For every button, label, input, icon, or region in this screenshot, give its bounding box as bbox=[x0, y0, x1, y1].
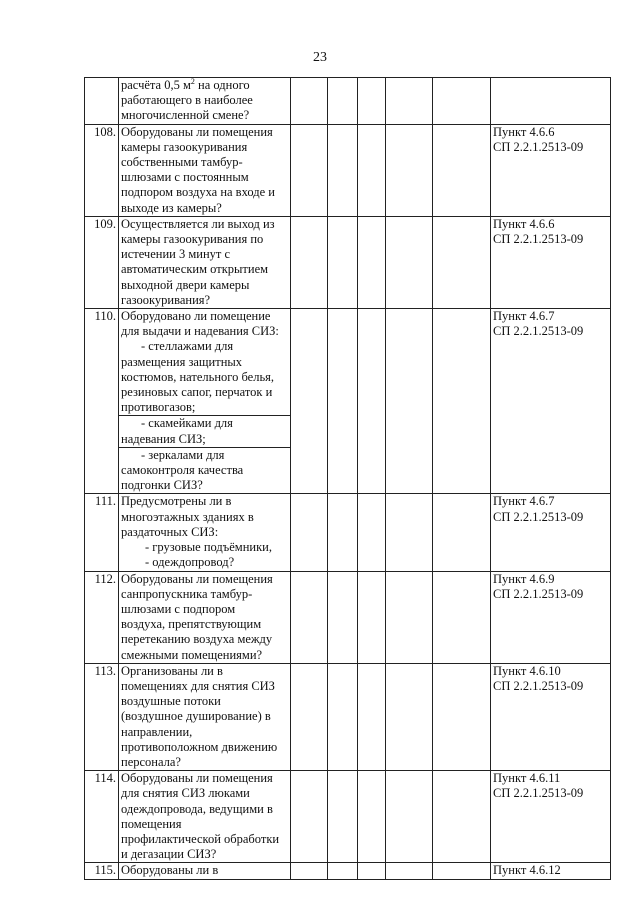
answer-cell bbox=[433, 663, 491, 770]
table-row bbox=[85, 494, 611, 571]
page-number: 23 bbox=[313, 50, 327, 65]
answer-cell bbox=[358, 78, 386, 125]
answer-cell bbox=[386, 571, 433, 663]
answer-cell bbox=[386, 124, 433, 216]
answer-cell bbox=[386, 309, 433, 494]
answer-cell bbox=[328, 216, 358, 308]
answer-cell bbox=[328, 124, 358, 216]
answer-cell bbox=[386, 771, 433, 863]
answer-cell bbox=[291, 309, 328, 494]
table-row bbox=[85, 863, 611, 879]
table-row bbox=[85, 309, 611, 416]
question-cell: - скамейками для надевания СИЗ; bbox=[119, 416, 291, 447]
question-cell: Осуществляется ли выход из камеры газоокуривания по истечении 3 минут с автоматическим открытием выходной двери камеры газоокуривания? bbox=[119, 216, 291, 308]
question-cell: Организованы ли в помещениях для снятия СИЗ воздушные потоки (воздушное душирование) в направлении, противоположном движению персонала? bbox=[119, 663, 291, 770]
reference-cell: Пункт 4.6.7 СП 2.2.1.2513-09 bbox=[491, 309, 611, 494]
reference-cell: Пункт 4.6.10 СП 2.2.1.2513-09 bbox=[491, 663, 611, 770]
row-number: 115. bbox=[85, 863, 119, 879]
answer-cell bbox=[328, 571, 358, 663]
answer-cell bbox=[291, 216, 328, 308]
answer-cell bbox=[328, 771, 358, 863]
row-number: 108. bbox=[85, 124, 119, 216]
row-number: 113. bbox=[85, 663, 119, 770]
answer-cell bbox=[328, 309, 358, 494]
answer-cell bbox=[433, 309, 491, 494]
answer-cell bbox=[386, 863, 433, 879]
question-cell: Оборудованы ли помещения санпропускника тамбур- шлюзами с подпором воздуха, препятствующим перетеканию воздуха между смежными помещениями? bbox=[119, 571, 291, 663]
answer-cell bbox=[358, 216, 386, 308]
answer-cell bbox=[358, 571, 386, 663]
reference-cell: Пункт 4.6.7 СП 2.2.1.2513-09 bbox=[491, 494, 611, 571]
reference-cell: Пункт 4.6.6 СП 2.2.1.2513-09 bbox=[491, 216, 611, 308]
row-number: 110. bbox=[85, 309, 119, 494]
answer-cell bbox=[433, 216, 491, 308]
row-number: 109. bbox=[85, 216, 119, 308]
answer-cell bbox=[386, 78, 433, 125]
answer-cell bbox=[328, 78, 358, 125]
question-cell: Оборудованы ли помещения для снятия СИЗ люками одеждопровода, ведущими в помещения профилактической обработки и дегазации СИЗ? bbox=[119, 771, 291, 863]
answer-cell bbox=[433, 771, 491, 863]
row-number-cell bbox=[85, 78, 119, 125]
question-cell: Оборудованы ли в bbox=[119, 863, 291, 879]
answer-cell bbox=[433, 863, 491, 879]
answer-cell bbox=[291, 124, 328, 216]
answer-cell bbox=[358, 124, 386, 216]
table-row bbox=[85, 663, 611, 770]
answer-cell bbox=[328, 863, 358, 879]
answer-cell bbox=[291, 863, 328, 879]
row-number: 112. bbox=[85, 571, 119, 663]
answer-cell bbox=[386, 494, 433, 571]
question-cell: Оборудованы ли помещения камеры газоокуривания собственными тамбур- шлюзами с постоянным подпором воздуха на входе и выходе из камеры? bbox=[119, 124, 291, 216]
question-cell: Оборудовано ли помещение для выдачи и надевания СИЗ: - стеллажами для размещения защитных костюмов, нательного белья, резиновых сапог, перчаток и противогазов; bbox=[119, 309, 291, 416]
checklist-table bbox=[84, 77, 611, 880]
answer-cell bbox=[291, 771, 328, 863]
table-row bbox=[85, 124, 611, 216]
reference-cell: Пункт 4.6.9 СП 2.2.1.2513-09 bbox=[491, 571, 611, 663]
answer-cell bbox=[291, 663, 328, 770]
question-cell: расчёта 0,5 $м^2$ на одного работающего в наиболее многочисленной смене? bbox=[119, 78, 291, 125]
answer-cell bbox=[291, 494, 328, 571]
answer-cell bbox=[358, 309, 386, 494]
answer-cell bbox=[328, 494, 358, 571]
table-row bbox=[85, 216, 611, 308]
answer-cell bbox=[433, 571, 491, 663]
table-row bbox=[85, 771, 611, 863]
answer-cell bbox=[433, 494, 491, 571]
answer-cell bbox=[358, 863, 386, 879]
answer-cell bbox=[358, 663, 386, 770]
question-cell: - зеркалами для самоконтроля качества подгонки СИЗ? bbox=[119, 447, 291, 494]
reference-cell: Пункт 4.6.6 СП 2.2.1.2513-09 bbox=[491, 124, 611, 216]
answer-cell bbox=[386, 663, 433, 770]
answer-cell bbox=[433, 124, 491, 216]
table-row-continuation bbox=[85, 78, 611, 125]
question-cell: Предусмотрены ли в многоэтажных зданиях в раздаточных СИЗ: - грузовые подъёмники, - одеждопровод? bbox=[119, 494, 291, 571]
answer-cell bbox=[433, 78, 491, 125]
row-number: 114. bbox=[85, 771, 119, 863]
answer-cell bbox=[358, 771, 386, 863]
reference-cell bbox=[491, 78, 611, 125]
answer-cell bbox=[328, 663, 358, 770]
answer-cell bbox=[291, 78, 328, 125]
answer-cell bbox=[386, 216, 433, 308]
row-number: 111. bbox=[85, 494, 119, 571]
table-row bbox=[85, 571, 611, 663]
reference-cell: Пункт 4.6.11 СП 2.2.1.2513-09 bbox=[491, 771, 611, 863]
answer-cell bbox=[358, 494, 386, 571]
answer-cell bbox=[291, 571, 328, 663]
reference-cell: Пункт 4.6.12 bbox=[491, 863, 611, 879]
